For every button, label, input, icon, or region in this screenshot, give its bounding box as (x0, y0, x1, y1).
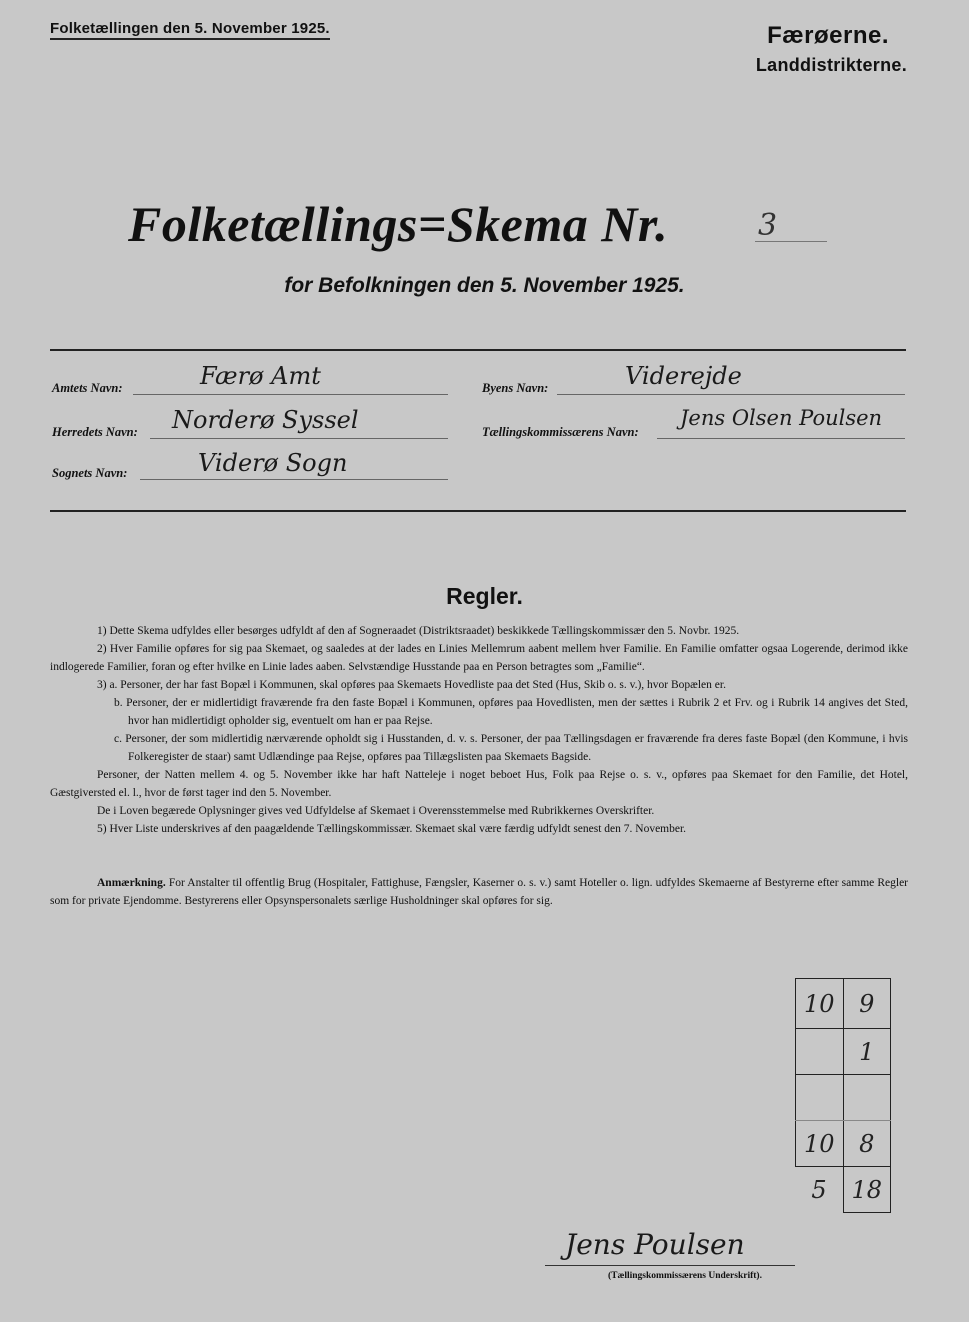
bottom-divider (50, 510, 906, 512)
by-line (557, 394, 905, 395)
form-number: 3 (758, 208, 778, 243)
note-label: Anmærkning. (97, 877, 166, 889)
rules-heading: Regler. (446, 583, 523, 609)
herred-value: Norderø Syssel (172, 406, 359, 434)
tally-total: 18 (843, 1167, 891, 1213)
census-date-header: Folketællingen den 5. November 1925. (50, 20, 330, 40)
rule-3a: 3) a. Personer, der har fast Bopæl i Kommunen, skal opføres paa Skemaets Hovedliste paa det Sted (Hus, Skib o. s. v.), hvor Bopælen er. (97, 679, 726, 691)
by-label: Byens Navn: (482, 381, 549, 395)
form-title: Folketællings=Skema Nr. (128, 196, 669, 252)
rule-5: 5) Hver Liste underskrives af den paagældende Tællingskommissær. Skemaet skal være færdig udfyldt senest den 7. November. (97, 823, 687, 835)
sogn-value: Viderø Sogn (198, 449, 348, 477)
rule-3d: Personer, der Natten mellem 4. og 5. November ikke har haft Natteleje i noget beboet Hus, Folk paa Rejse o. s. v., opføres paa Skemaet for den Familie, det Hotel, Gæstgiversted el. l., hvor de først tager ind den 5. November. (50, 769, 908, 799)
region-subtitle: Landdistrikterne. (755, 55, 907, 75)
tally-table (795, 978, 891, 1213)
tally-box (795, 978, 891, 1213)
tally-cell (796, 1029, 844, 1075)
tally-cell: 1 (843, 1029, 891, 1075)
amt-value: Færø Amt (200, 362, 321, 390)
rule-1: 1) Dette Skema udfyldes eller besørges udfyldt af den af Sogneraadet (Distriktsraadet) beskikkede Tællingskommissær den 5. Novbr. 1925. (97, 625, 740, 637)
note-text: For Anstalter til offentlig Brug (Hospitaler, Fattighuse, Fængsler, Kaserner o. s. v.) samt Hoteller o. lign. udfyldes Skemaerne af Bestyrerne efter samme Regler som for private Ejendomme. Bestyrerens eller Opsynspersonalets særlige Husholdninger skal opføres for sig. (50, 877, 909, 907)
tally-total: 5 (796, 1167, 844, 1213)
signature-line (545, 1265, 795, 1266)
kommissaer-value: Jens Olsen Poulsen (680, 406, 883, 430)
kommissaer-label: Tællingskommissærens Navn: (482, 425, 639, 439)
signature-caption: (Tællingskommissærens Underskrift). (608, 1271, 762, 1281)
sogn-label: Sognets Navn: (52, 466, 128, 480)
rule-4: De i Loven begærede Oplysninger gives ved Udfyldelse af Skemaet i Overensstemmelse med Rubrikkernes Overskrifter. (97, 805, 655, 817)
rule-3b: b. Personer, der er midlertidigt fraværende fra den faste Bopæl i Kommunen, opføres paa Hovedlisten, men der sættes i Rubrik 2 et Frv. og i Rubrik 14 angives det Sted, hvor han midlertidigt opholder sig, eventuelt om han er paa Rejse. (114, 697, 908, 727)
form-subtitle: for Befolkningen den 5. November 1925. (284, 274, 685, 297)
tally-cell: 8 (843, 1121, 891, 1167)
region-title: Færøerne. (767, 22, 889, 49)
sogn-line (140, 479, 448, 480)
rules-list (50, 622, 908, 838)
rule-3c: c. Personer, der som midlertidig nærværende opholdt sig i Husstanden, d. v. s. Personer, der paa Tællingsdagen er fraværende fra deres faste Bopæl (den Kommune, i hvis Folkeregister de staar) samt Udlændinge paa Rejse, opføres paa Tillægslisten paa Skemaets Bagside. (114, 733, 908, 763)
kommissaer-line (657, 438, 905, 439)
amt-label: Amtets Navn: (52, 381, 123, 395)
top-divider (50, 349, 906, 351)
signature: Jens Poulsen (565, 1228, 745, 1261)
tally-cell: 10 (796, 979, 844, 1029)
amt-line (133, 394, 448, 395)
tally-cell: 10 (796, 1121, 844, 1167)
tally-cell (796, 1075, 844, 1121)
form-number-line (755, 241, 827, 242)
tally-cell (843, 1075, 891, 1121)
tally-cell: 9 (843, 979, 891, 1029)
herred-line (150, 438, 448, 439)
by-value: Viderejde (625, 362, 742, 390)
note-paragraph (50, 874, 908, 910)
herred-label: Herredets Navn: (52, 425, 138, 439)
rule-2: 2) Hver Familie opføres for sig paa Skemaet, og saaledes at der lades en Linies Mellemrum aabent mellem hver Familie. En Familie omfatter ogsaa Logerende, derimod ikke indlogerede Familier, foran og efter hvilke en Linie lades aaben. Selvstændige Husstande paa en Person betragtes som „Familie“. (50, 643, 908, 673)
